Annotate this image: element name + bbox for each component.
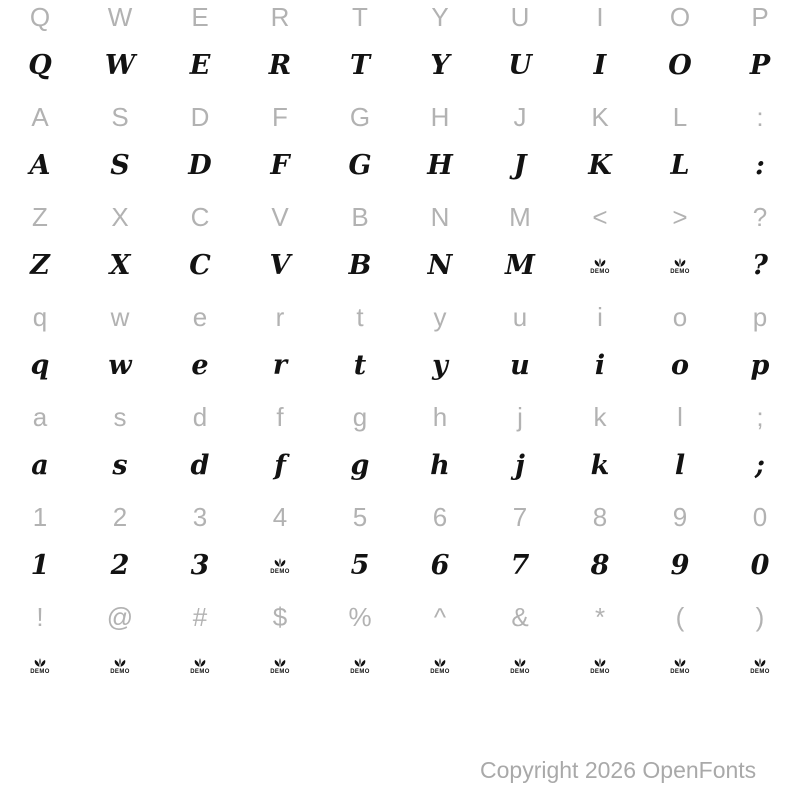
glyph-cell: 9 bbox=[672, 501, 688, 532]
glyph-cell: 5 bbox=[350, 549, 370, 581]
demo-label: DEMO bbox=[190, 669, 210, 675]
glyph-cell: h bbox=[432, 401, 448, 432]
glyph-cell: X bbox=[109, 249, 131, 281]
demo-label: DEMO bbox=[590, 669, 610, 675]
glyph-cell: q bbox=[30, 349, 50, 381]
specimen-row-glyph-11 bbox=[0, 548, 800, 582]
glyph-cell: H bbox=[427, 149, 453, 181]
glyph-cell: V bbox=[269, 249, 291, 281]
glyph-cell: R bbox=[268, 49, 292, 81]
glyph-cell: a bbox=[32, 401, 48, 432]
glyph-cell: j bbox=[515, 449, 525, 481]
glyph-cell: D bbox=[190, 101, 210, 132]
glyph-cell: P bbox=[749, 49, 771, 81]
demo-label: DEMO bbox=[270, 669, 290, 675]
glyph-cell: M bbox=[509, 201, 531, 232]
glyph-cell bbox=[560, 248, 640, 282]
glyph-cell: K bbox=[591, 101, 609, 132]
glyph-cell: s bbox=[113, 401, 127, 432]
glyph-cell: 8 bbox=[592, 501, 608, 532]
glyph-cell: w bbox=[110, 301, 130, 332]
demo-label: DEMO bbox=[30, 669, 50, 675]
specimen-row-reference-8 bbox=[0, 400, 800, 434]
demo-label: DEMO bbox=[750, 669, 770, 675]
glyph-cell: E bbox=[191, 1, 209, 32]
fleuron-icon bbox=[271, 655, 289, 668]
glyph-cell: 6 bbox=[430, 549, 450, 581]
glyph-cell bbox=[160, 648, 240, 682]
glyph-cell bbox=[80, 648, 160, 682]
glyph-cell: 1 bbox=[32, 501, 48, 532]
glyph-cell: I bbox=[596, 1, 604, 32]
glyph-cell: Q bbox=[28, 49, 52, 81]
glyph-cell: ) bbox=[755, 601, 765, 632]
glyph-cell: M bbox=[505, 249, 535, 281]
specimen-row-reference-12 bbox=[0, 600, 800, 634]
glyph-cell: D bbox=[188, 149, 212, 181]
glyph-cell: h bbox=[430, 449, 450, 481]
glyph-cell: G bbox=[348, 149, 372, 181]
glyph-cell: o bbox=[672, 301, 688, 332]
glyph-cell: e bbox=[192, 301, 208, 332]
glyph-cell: 6 bbox=[432, 501, 448, 532]
glyph-cell: l bbox=[677, 401, 683, 432]
glyph-cell bbox=[640, 648, 720, 682]
glyph-cell bbox=[480, 648, 560, 682]
fleuron-icon bbox=[591, 255, 609, 268]
fleuron-icon bbox=[671, 655, 689, 668]
glyph-cell bbox=[400, 648, 480, 682]
demo-label: DEMO bbox=[670, 269, 690, 275]
specimen-row-reference-0 bbox=[0, 0, 800, 34]
demo-placeholder-glyph bbox=[750, 655, 770, 675]
glyph-cell: t bbox=[353, 349, 367, 381]
glyph-cell: L bbox=[672, 101, 688, 132]
glyph-cell: u bbox=[510, 349, 530, 381]
glyph-cell: 9 bbox=[670, 549, 690, 581]
glyph-cell: S bbox=[110, 149, 130, 181]
glyph-cell: C bbox=[190, 201, 210, 232]
glyph-cell: f bbox=[276, 401, 284, 432]
glyph-cell: O bbox=[668, 49, 692, 81]
demo-label: DEMO bbox=[350, 669, 370, 675]
glyph-cell: o bbox=[670, 349, 689, 381]
glyph-cell: e bbox=[191, 349, 209, 381]
glyph-cell: r bbox=[275, 301, 285, 332]
glyph-cell: F bbox=[272, 101, 288, 132]
glyph-cell: j bbox=[517, 401, 523, 432]
glyph-cell: 2 bbox=[112, 501, 128, 532]
glyph-cell: & bbox=[511, 601, 529, 632]
glyph-cell: V bbox=[271, 201, 289, 232]
specimen-row-glyph-13 bbox=[0, 648, 800, 682]
glyph-cell: : bbox=[756, 101, 764, 132]
glyph-cell: 1 bbox=[30, 549, 50, 581]
demo-placeholder-glyph bbox=[270, 555, 290, 575]
glyph-cell: * bbox=[594, 601, 606, 632]
glyph-cell: l bbox=[674, 449, 686, 481]
glyph-cell: $ bbox=[272, 601, 288, 632]
glyph-cell: X bbox=[111, 201, 129, 232]
demo-placeholder-glyph bbox=[590, 255, 610, 275]
glyph-cell: A bbox=[31, 101, 49, 132]
glyph-cell: y bbox=[433, 301, 447, 332]
fleuron-icon bbox=[511, 655, 529, 668]
glyph-cell: I bbox=[593, 49, 607, 81]
demo-label: DEMO bbox=[430, 669, 450, 675]
glyph-cell: T bbox=[349, 49, 371, 81]
glyph-cell: C bbox=[189, 249, 211, 281]
glyph-cell: U bbox=[510, 1, 530, 32]
glyph-cell: Z bbox=[32, 201, 48, 232]
glyph-cell: Z bbox=[30, 249, 50, 281]
glyph-cell: N bbox=[430, 201, 450, 232]
glyph-cell: U bbox=[508, 49, 532, 81]
specimen-row-reference-10 bbox=[0, 500, 800, 534]
fleuron-icon bbox=[271, 555, 289, 568]
glyph-cell: f bbox=[274, 449, 286, 481]
glyph-cell bbox=[560, 648, 640, 682]
glyph-cell: 3 bbox=[190, 549, 210, 581]
glyph-cell bbox=[240, 548, 320, 582]
glyph-cell: 3 bbox=[192, 501, 208, 532]
glyph-cell: 4 bbox=[272, 501, 288, 532]
demo-placeholder-glyph bbox=[430, 655, 450, 675]
specimen-row-glyph-7 bbox=[0, 348, 800, 382]
glyph-cell: K bbox=[588, 149, 612, 181]
fleuron-icon bbox=[431, 655, 449, 668]
glyph-cell bbox=[320, 648, 400, 682]
glyph-cell: 8 bbox=[590, 549, 610, 581]
demo-placeholder-glyph bbox=[270, 655, 290, 675]
glyph-cell: N bbox=[427, 249, 453, 281]
fleuron-icon bbox=[591, 655, 609, 668]
glyph-cell: 2 bbox=[110, 549, 130, 581]
glyph-cell: g bbox=[352, 401, 368, 432]
glyph-cell: W bbox=[104, 49, 136, 81]
specimen-row-reference-4 bbox=[0, 200, 800, 234]
glyph-cell: : bbox=[755, 149, 765, 181]
glyph-cell: ? bbox=[752, 201, 768, 232]
glyph-cell: G bbox=[349, 101, 371, 132]
demo-placeholder-glyph bbox=[350, 655, 370, 675]
glyph-cell bbox=[640, 248, 720, 282]
fleuron-icon bbox=[671, 255, 689, 268]
glyph-cell: ( bbox=[675, 601, 685, 632]
specimen-row-reference-6 bbox=[0, 300, 800, 334]
glyph-cell bbox=[240, 648, 320, 682]
glyph-cell: F bbox=[270, 149, 290, 181]
specimen-row-glyph-5 bbox=[0, 248, 800, 282]
glyph-cell: # bbox=[192, 601, 208, 632]
fleuron-icon bbox=[111, 655, 129, 668]
glyph-cell: g bbox=[350, 449, 370, 481]
demo-placeholder-glyph bbox=[590, 655, 610, 675]
glyph-cell: ^ bbox=[433, 601, 447, 632]
glyph-cell: ? bbox=[752, 249, 768, 281]
copyright-text: Copyright 2026 OpenFonts bbox=[480, 757, 757, 783]
glyph-cell bbox=[720, 648, 800, 682]
demo-placeholder-glyph bbox=[510, 655, 530, 675]
glyph-cell: Y bbox=[430, 49, 450, 81]
glyph-cell: d bbox=[192, 401, 208, 432]
glyph-cell: d bbox=[190, 449, 210, 481]
glyph-cell: Y bbox=[431, 1, 449, 32]
glyph-cell: s bbox=[112, 449, 128, 481]
glyph-cell: R bbox=[270, 1, 290, 32]
glyph-cell: > bbox=[672, 201, 688, 232]
glyph-cell: r bbox=[272, 349, 288, 381]
glyph-cell: ; bbox=[755, 449, 765, 481]
glyph-cell: k bbox=[590, 449, 610, 481]
glyph-cell: 7 bbox=[510, 549, 530, 581]
glyph-cell: T bbox=[352, 1, 368, 32]
demo-placeholder-glyph bbox=[670, 655, 690, 675]
glyph-cell: u bbox=[512, 301, 528, 332]
specimen-row-reference-2 bbox=[0, 100, 800, 134]
glyph-cell: w bbox=[108, 349, 132, 381]
glyph-cell: B bbox=[351, 201, 369, 232]
glyph-cell: H bbox=[430, 101, 450, 132]
demo-label: DEMO bbox=[590, 269, 610, 275]
glyph-cell: L bbox=[670, 149, 690, 181]
specimen-row-glyph-9 bbox=[0, 448, 800, 482]
glyph-cell: ! bbox=[36, 601, 44, 632]
glyph-cell: i bbox=[597, 301, 603, 332]
glyph-cell: J bbox=[513, 149, 527, 181]
glyph-cell: p bbox=[750, 349, 770, 381]
glyph-cell: 5 bbox=[352, 501, 368, 532]
glyph-cell: < bbox=[592, 201, 608, 232]
glyph-cell: @ bbox=[106, 601, 134, 632]
glyph-cell: 0 bbox=[752, 501, 768, 532]
glyph-cell: ; bbox=[756, 401, 764, 432]
glyph-cell: E bbox=[189, 49, 211, 81]
demo-label: DEMO bbox=[670, 669, 690, 675]
glyph-cell: J bbox=[513, 101, 527, 132]
glyph-cell: q bbox=[32, 301, 48, 332]
specimen-row-glyph-3 bbox=[0, 148, 800, 182]
glyph-cell: W bbox=[107, 1, 133, 32]
glyph-cell bbox=[0, 648, 80, 682]
glyph-cell: p bbox=[752, 301, 768, 332]
glyph-cell: Q bbox=[29, 1, 51, 32]
glyph-cell: k bbox=[593, 401, 607, 432]
glyph-cell: a bbox=[31, 449, 49, 481]
demo-label: DEMO bbox=[510, 669, 530, 675]
demo-label: DEMO bbox=[110, 669, 130, 675]
glyph-cell: y bbox=[432, 349, 448, 381]
glyph-cell: 0 bbox=[750, 549, 770, 581]
fleuron-icon bbox=[351, 655, 369, 668]
demo-placeholder-glyph bbox=[670, 255, 690, 275]
fleuron-icon bbox=[31, 655, 49, 668]
glyph-cell: S bbox=[111, 101, 129, 132]
glyph-cell: % bbox=[348, 601, 372, 632]
glyph-cell: i bbox=[594, 349, 606, 381]
glyph-cell: t bbox=[356, 301, 364, 332]
glyph-cell: B bbox=[348, 249, 372, 281]
glyph-cell: P bbox=[751, 1, 769, 32]
specimen-row-glyph-1 bbox=[0, 48, 800, 82]
demo-label: DEMO bbox=[270, 569, 290, 575]
glyph-cell: O bbox=[669, 1, 691, 32]
fleuron-icon bbox=[751, 655, 769, 668]
fleuron-icon bbox=[191, 655, 209, 668]
glyph-cell: A bbox=[29, 149, 51, 181]
demo-placeholder-glyph bbox=[110, 655, 130, 675]
demo-placeholder-glyph bbox=[30, 655, 50, 675]
demo-placeholder-glyph bbox=[190, 655, 210, 675]
glyph-cell: 7 bbox=[512, 501, 528, 532]
